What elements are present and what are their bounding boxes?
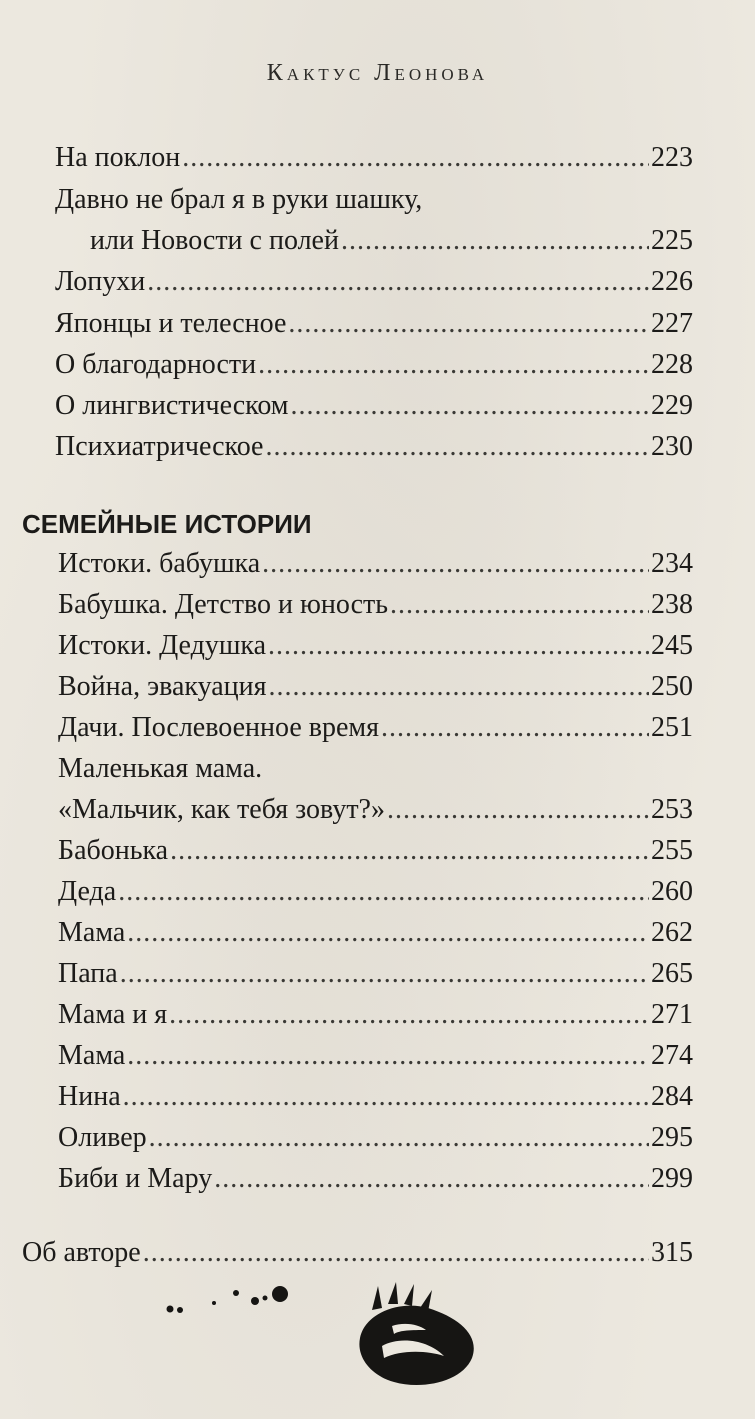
ink-ornament-illustration <box>160 1278 500 1398</box>
toc-entry <box>58 544 693 584</box>
toc-entry-page: 223 <box>651 142 693 173</box>
toc-entry <box>58 1077 693 1117</box>
toc-entry-title: О лингвистическом <box>55 390 289 421</box>
toc-entry-page: 228 <box>651 349 693 380</box>
toc-entry-page: 230 <box>651 431 693 462</box>
toc-entry-title: Бабушка. Детство и юность <box>58 589 389 620</box>
toc-entry-page: 253 <box>651 794 693 825</box>
toc-entry <box>58 954 693 994</box>
leader-dots <box>390 585 649 625</box>
toc-entry <box>58 1036 693 1076</box>
leader-dots <box>149 1118 649 1158</box>
toc-entry-title: Японцы и телесное <box>55 308 287 339</box>
toc-entry-title: Оливер <box>58 1122 147 1153</box>
toc-entry-title: Истоки. бабушка <box>58 548 261 579</box>
leader-dots <box>288 304 649 344</box>
toc-entry-page: 295 <box>651 1122 693 1153</box>
toc-entry <box>55 386 693 426</box>
toc-entry-page: 225 <box>651 225 693 256</box>
toc-entry <box>55 138 693 178</box>
toc-entry-page: 315 <box>651 1237 693 1268</box>
toc-entry-title: Бабонька <box>58 835 169 866</box>
leader-dots <box>291 386 649 426</box>
leader-dots <box>387 790 649 830</box>
running-header: Кактус Леонова <box>266 60 489 86</box>
toc-entry-page: 226 <box>651 266 693 297</box>
toc-entry-page: 271 <box>651 999 693 1030</box>
leader-dots <box>127 1036 649 1076</box>
toc-entry <box>55 304 693 344</box>
toc-entry-title: Маленькая мама. <box>58 753 263 784</box>
leader-dots <box>381 708 649 748</box>
toc-entry <box>58 872 693 912</box>
leader-dots <box>147 262 649 302</box>
leader-dots <box>143 1233 649 1273</box>
toc-entry-title: Мама <box>58 917 126 948</box>
leader-dots <box>123 1077 649 1117</box>
toc-entry-title: «Мальчик, как тебя зовут?» <box>58 794 385 825</box>
toc-entry-title: Дачи. Послевоенное время <box>58 712 380 743</box>
leader-dots <box>268 626 649 666</box>
toc-entry-title: Об авторе <box>22 1237 141 1268</box>
toc-entry <box>58 831 693 871</box>
toc-entry-title: Нина <box>58 1081 121 1112</box>
toc-entry <box>58 667 693 707</box>
toc-entry <box>58 1159 693 1199</box>
leader-dots <box>120 954 649 994</box>
toc-entry-page: 260 <box>651 876 693 907</box>
toc-entry-title: Война, эвакуация <box>58 671 267 702</box>
toc-entry-title: Психиатрическое <box>55 431 264 462</box>
toc-entry <box>58 626 693 666</box>
leader-dots <box>258 345 649 385</box>
leader-dots <box>169 995 649 1035</box>
toc-entry <box>58 995 693 1035</box>
toc-entry-title: Истоки. Дедушка <box>58 630 267 661</box>
toc-entry-title: Мама <box>58 1040 126 1071</box>
toc-entry <box>58 1118 693 1158</box>
toc-entry-title: Папа <box>58 958 118 989</box>
toc-entry-title: Биби и Мару <box>58 1163 213 1194</box>
leader-dots <box>265 427 649 467</box>
toc-entry-title: Лопухи <box>55 266 146 297</box>
leader-dots <box>268 667 649 707</box>
toc-entry-page: 238 <box>651 589 693 620</box>
toc-entry-title: Мама и я <box>58 999 168 1030</box>
leader-dots <box>170 831 649 871</box>
leader-dots <box>182 138 649 178</box>
leader-dots <box>341 221 649 261</box>
toc-entry <box>58 708 693 748</box>
toc-entry-page: 245 <box>651 630 693 661</box>
toc-entry <box>90 221 693 261</box>
section-title: СЕМЕЙНЫЕ ИСТОРИИ <box>22 509 312 539</box>
toc-entry-page: 227 <box>651 308 693 339</box>
toc-entry-title: О благодарности <box>55 349 257 380</box>
toc-entry <box>55 262 693 302</box>
toc-entry-page: 251 <box>651 712 693 743</box>
toc-entry-title: Деда <box>58 876 117 907</box>
toc-entry-about-author <box>22 1233 693 1273</box>
toc-entry-title: На поклон <box>55 142 181 173</box>
toc-entry-page: 255 <box>651 835 693 866</box>
toc-entry-page: 274 <box>651 1040 693 1071</box>
toc-entry <box>55 427 693 467</box>
toc-entry-page: 265 <box>651 958 693 989</box>
toc-entry-page: 262 <box>651 917 693 948</box>
toc-entry <box>58 913 693 953</box>
toc-entry-page: 284 <box>651 1081 693 1112</box>
toc-entry-page: 229 <box>651 390 693 421</box>
leader-dots <box>127 913 649 953</box>
toc-entry <box>58 790 693 830</box>
leader-dots <box>262 544 649 584</box>
toc-entry-page: 299 <box>651 1163 693 1194</box>
leader-dots <box>118 872 649 912</box>
toc-entry <box>58 585 693 625</box>
toc-entry-title: или Новости с полей <box>90 225 339 256</box>
toc-entry-page: 234 <box>651 548 693 579</box>
toc-entry-page: 250 <box>651 671 693 702</box>
toc-entry <box>55 345 693 385</box>
leader-dots <box>214 1159 649 1199</box>
toc-entry-title: Давно не брал я в руки шашку, <box>55 184 423 215</box>
